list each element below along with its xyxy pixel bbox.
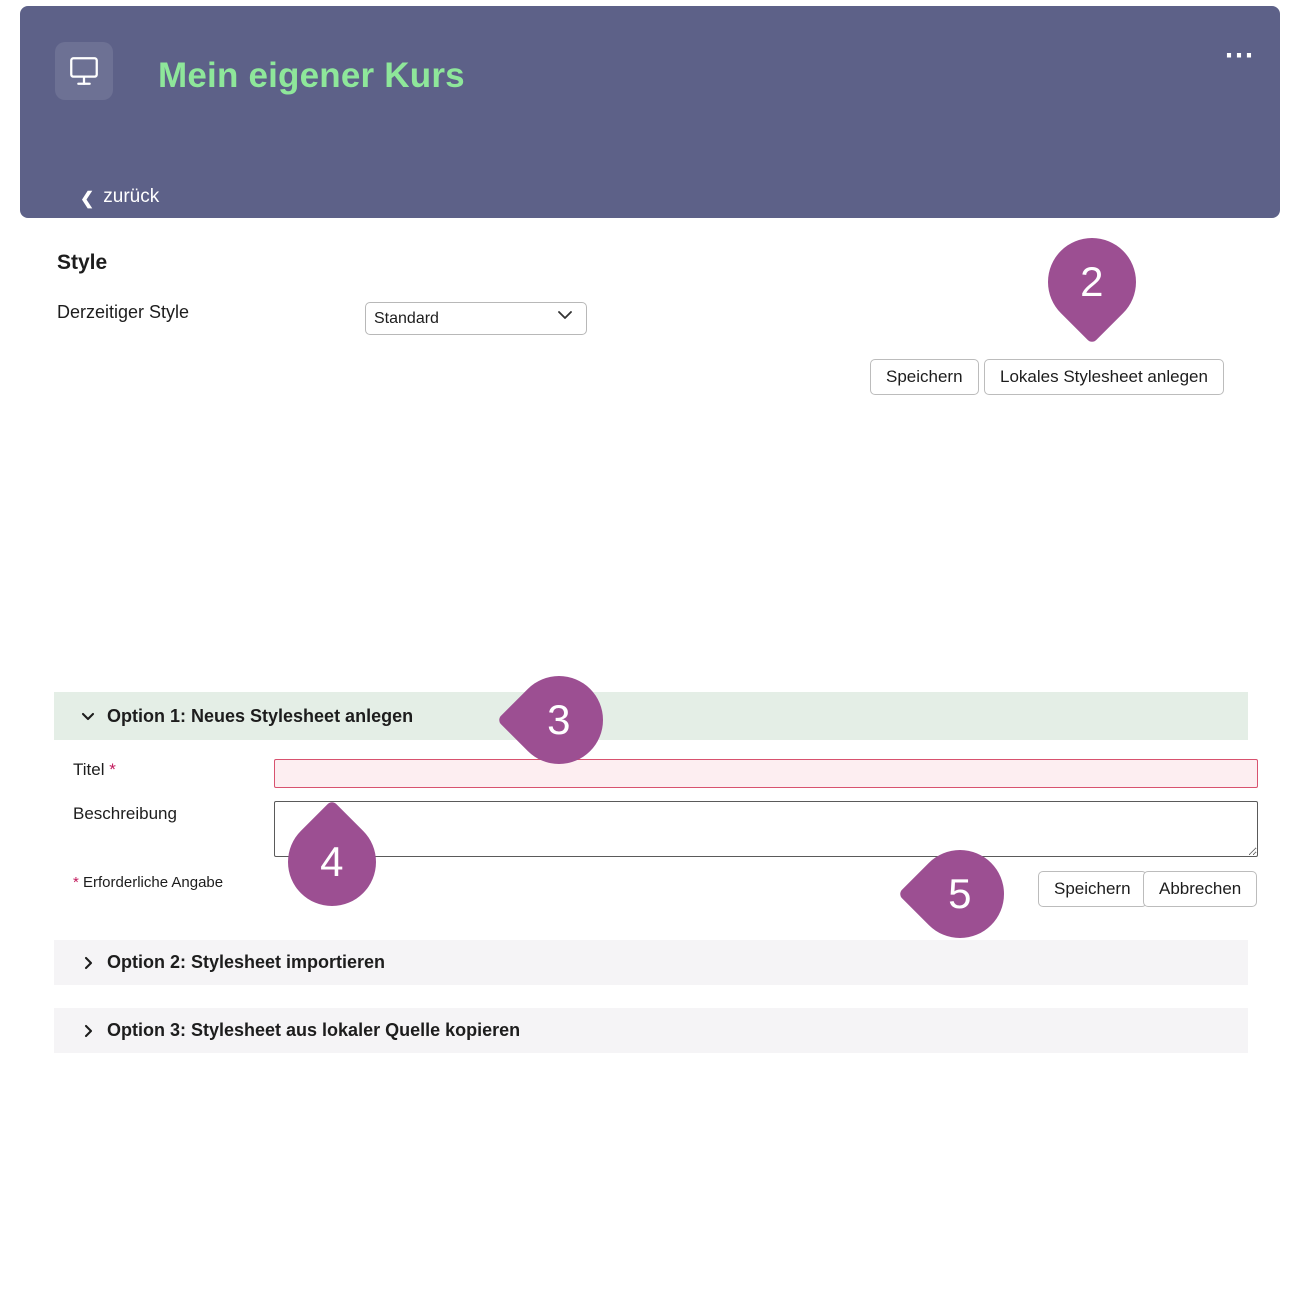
- current-style-label: Derzeitiger Style: [57, 302, 190, 322]
- chevron-down-icon: [80, 708, 96, 724]
- option-2-label: Option 2: Stylesheet importieren: [107, 952, 386, 972]
- required-note-text: Erforderliche Angabe: [83, 874, 224, 891]
- title-field-label-text: Titel: [73, 760, 105, 779]
- chevron-right-icon: [80, 955, 96, 971]
- form-save-button[interactable]: Speichern: [1038, 871, 1147, 907]
- app-header: [20, 6, 1280, 218]
- back-link[interactable]: [80, 186, 159, 208]
- required-marker: *: [73, 874, 79, 891]
- description-input[interactable]: [274, 801, 1258, 857]
- create-local-stylesheet-button[interactable]: Lokales Stylesheet anlegen: [984, 359, 1224, 395]
- option-1-label: Option 1: Neues Stylesheet anlegen: [107, 705, 414, 726]
- form-cancel-button[interactable]: Abbrechen: [1143, 871, 1257, 907]
- option-3-label: Option 3: Stylesheet aus lokaler Quelle kopieren: [107, 1020, 521, 1040]
- presentation-screen-icon: [55, 42, 113, 100]
- callout-number: 3: [547, 695, 571, 743]
- current-style-select[interactable]: [365, 302, 587, 335]
- ellipsis-icon[interactable]: ⋯: [1224, 39, 1256, 72]
- description-field-label: Beschreibung: [73, 804, 177, 823]
- page-title: Mein eigener Kurs: [158, 56, 465, 95]
- callout-number: 4: [320, 837, 344, 885]
- style-section-heading: Style: [57, 251, 108, 274]
- callout-number: 5: [948, 869, 972, 917]
- option-3-header[interactable]: [54, 1008, 1248, 1053]
- title-field-label: [73, 760, 116, 780]
- callout-number: 2: [1080, 257, 1104, 305]
- title-input[interactable]: [274, 759, 1258, 788]
- chevron-right-icon: [80, 1023, 96, 1039]
- required-marker: *: [109, 760, 116, 779]
- back-link-label: zurück: [103, 186, 160, 207]
- required-note: [73, 874, 223, 891]
- option-2-header[interactable]: [54, 940, 1248, 985]
- style-save-button[interactable]: Speichern: [870, 359, 979, 395]
- callout-pin: [1030, 220, 1154, 344]
- chevron-left-icon: ❮: [80, 188, 95, 208]
- option-1-header[interactable]: [54, 692, 1248, 740]
